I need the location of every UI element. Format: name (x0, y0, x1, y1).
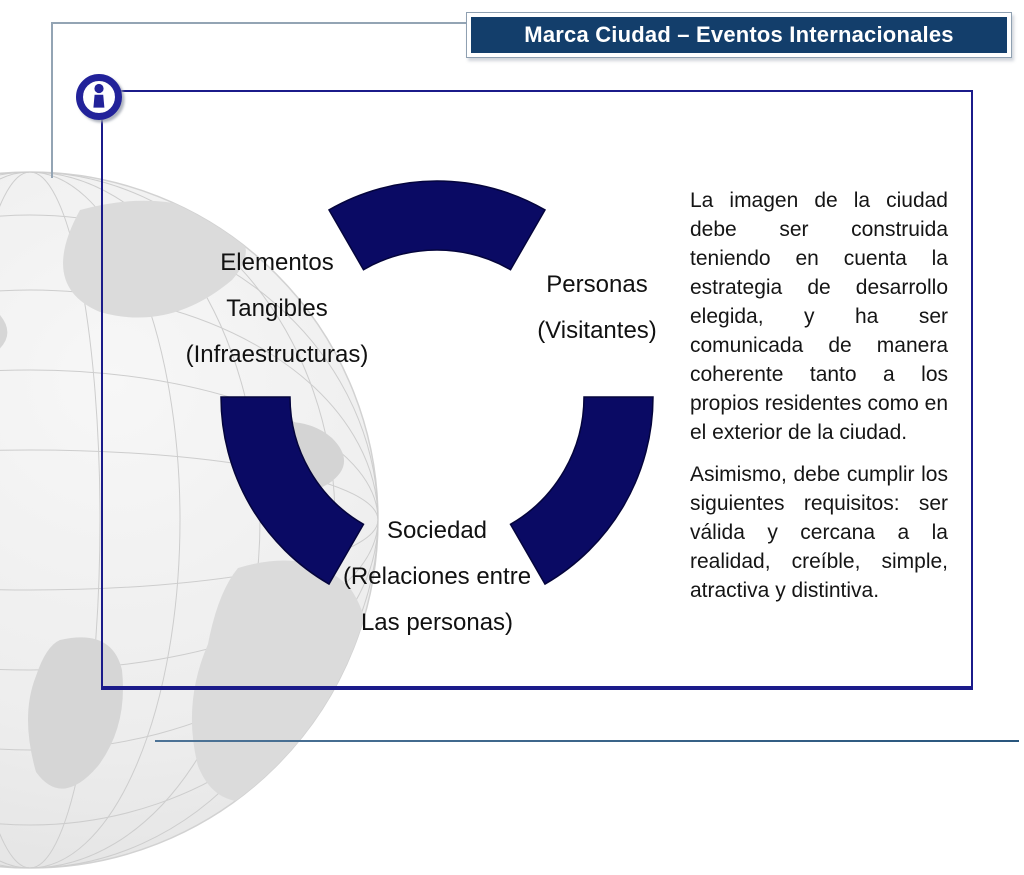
label-line: (Infraestructuras) (185, 341, 369, 368)
title-banner-bar (471, 17, 1007, 53)
label-line: (Relaciones entre (342, 563, 532, 590)
label-elementos-tangibles (157, 240, 397, 378)
label-line: Tangibles (226, 295, 328, 322)
label-line: Personas (546, 271, 648, 298)
slide-title: Marca Ciudad – Eventos Internacionales (524, 22, 954, 47)
label-line: (Visitantes) (537, 317, 657, 344)
body-paragraph-1: La imagen de la ciudad debe ser construida teniendo en cuenta la estrategia de desarrollo elegida, y ha ser comunicada de manera coherente tanto a los propios residentes como en el exterior de la ciudad. (690, 189, 948, 444)
body-text (690, 186, 948, 605)
label-line: Las personas) (360, 609, 514, 636)
label-personas (477, 262, 717, 354)
label-line: Elementos (220, 249, 334, 276)
label-line: Sociedad (386, 517, 488, 544)
footer-line (155, 740, 1019, 742)
body-paragraph-2: Asimismo, debe cumplir los siguientes requisitos: ser válida y cercana a la realidad, creíble, simple, atractiva y distintiva. (690, 463, 948, 602)
frame-line-top (52, 22, 468, 24)
label-sociedad (297, 508, 577, 646)
info-icon-glyph (70, 68, 130, 128)
info-icon (70, 68, 130, 128)
title-banner (466, 12, 1012, 58)
frame-line-left (51, 22, 53, 178)
